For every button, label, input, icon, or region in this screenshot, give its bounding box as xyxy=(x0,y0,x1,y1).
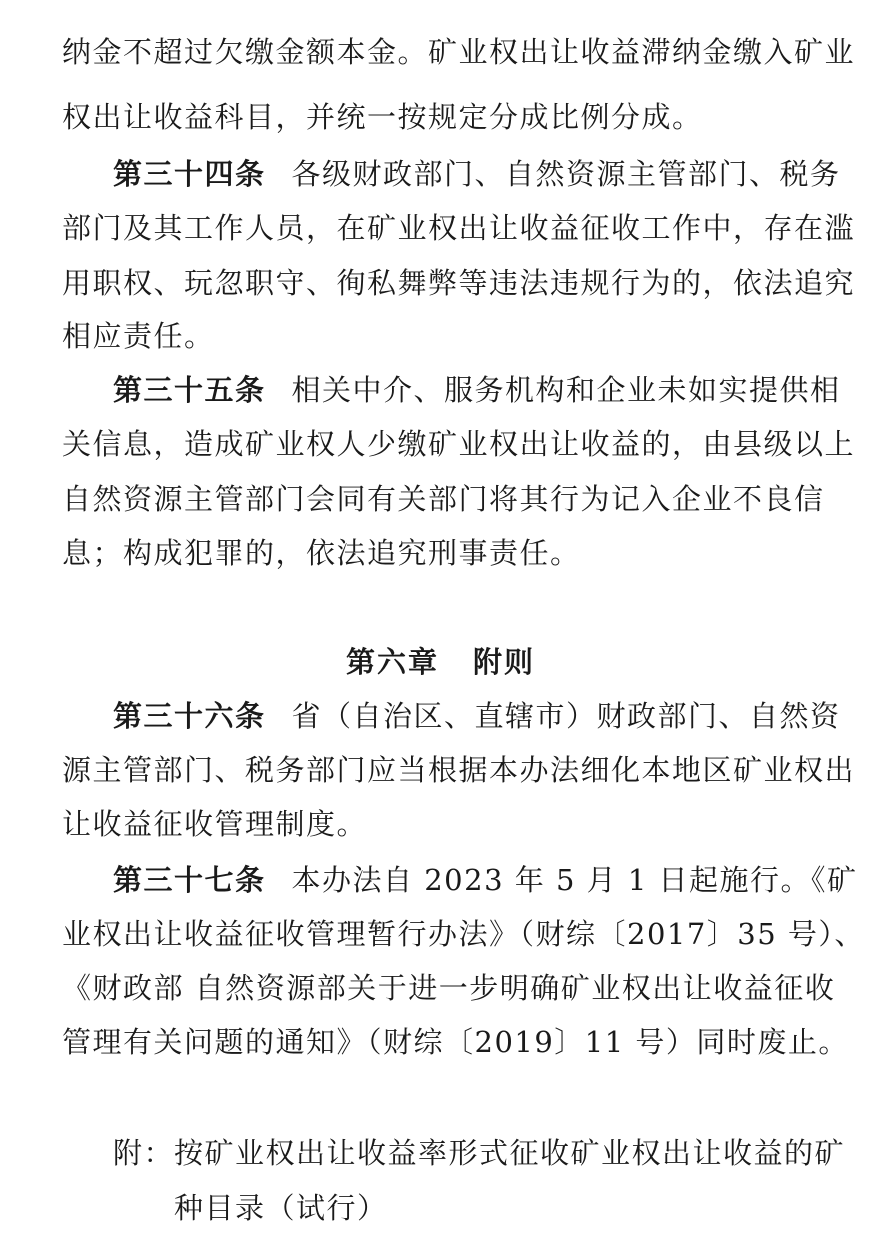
article-34-title: 第三十四条 xyxy=(113,157,266,191)
text-line: 息；构成犯罪的，依法追究刑事责任。 xyxy=(62,536,581,570)
text-line: 业权出让收益征收管理暂行办法》（财综〔2017〕35 号）、 xyxy=(62,917,865,951)
article-36-first-line xyxy=(0,696,883,736)
text-line: 权出让收益科目，并统一按规定分成比例分成。 xyxy=(62,100,703,134)
text-line: 管理有关问题的通知》（财综〔2019〕11 号）同时废止。 xyxy=(62,1025,849,1059)
chapter-number: 第六章 xyxy=(346,645,440,679)
article-34-first-line xyxy=(0,154,883,194)
text-line: 关信息，造成矿业权人少缴矿业权出让收益的，由县级以上 xyxy=(62,427,856,461)
attachment-title: 按矿业权出让收益率形式征收矿业权出让收益的矿 xyxy=(174,1136,846,1170)
text-line: 让收益征收管理制度。 xyxy=(62,807,368,841)
article-36-title: 第三十六条 xyxy=(113,699,266,733)
chapter-name: 附则 xyxy=(473,645,536,679)
article-35-first-line xyxy=(0,370,883,410)
article-37-first-line xyxy=(0,860,883,900)
article-37-text: 本办法自 2023 年 5 月 1 日起施行。《矿 xyxy=(291,863,858,897)
article-35-title: 第三十五条 xyxy=(113,373,266,407)
attachment-label: 附： xyxy=(113,1136,175,1170)
attachment-first-line xyxy=(0,1133,883,1173)
article-37-title: 第三十七条 xyxy=(113,863,266,897)
text-line: 源主管部门、税务部门应当根据本办法细化本地区矿业权出 xyxy=(62,753,856,787)
article-34-text: 各级财政部门、自然资源主管部门、税务 xyxy=(291,157,841,191)
text-line: 自然资源主管部门会同有关部门将其行为记入企业不良信 xyxy=(62,482,825,516)
chapter-heading xyxy=(0,642,883,682)
article-36-text: 省（自治区、直辖市）财政部门、自然资 xyxy=(291,699,841,733)
text-line: 纳金不超过欠缴金额本金。矿业权出让收益滞纳金缴入矿业 xyxy=(62,35,856,69)
text-line: 部门及其工作人员，在矿业权出让收益征收工作中，存在滥 xyxy=(62,211,856,245)
text-line: 相应责任。 xyxy=(62,319,215,353)
attachment-title-continued: 种目录（试行） xyxy=(174,1191,388,1225)
text-line: 《财政部 自然资源部关于进一步明确矿业权出让收益征收 xyxy=(62,971,836,1005)
article-35-text: 相关中介、服务机构和企业未如实提供相 xyxy=(291,373,841,407)
text-line: 用职权、玩忽职守、徇私舞弊等违法违规行为的，依法追究 xyxy=(62,266,856,300)
